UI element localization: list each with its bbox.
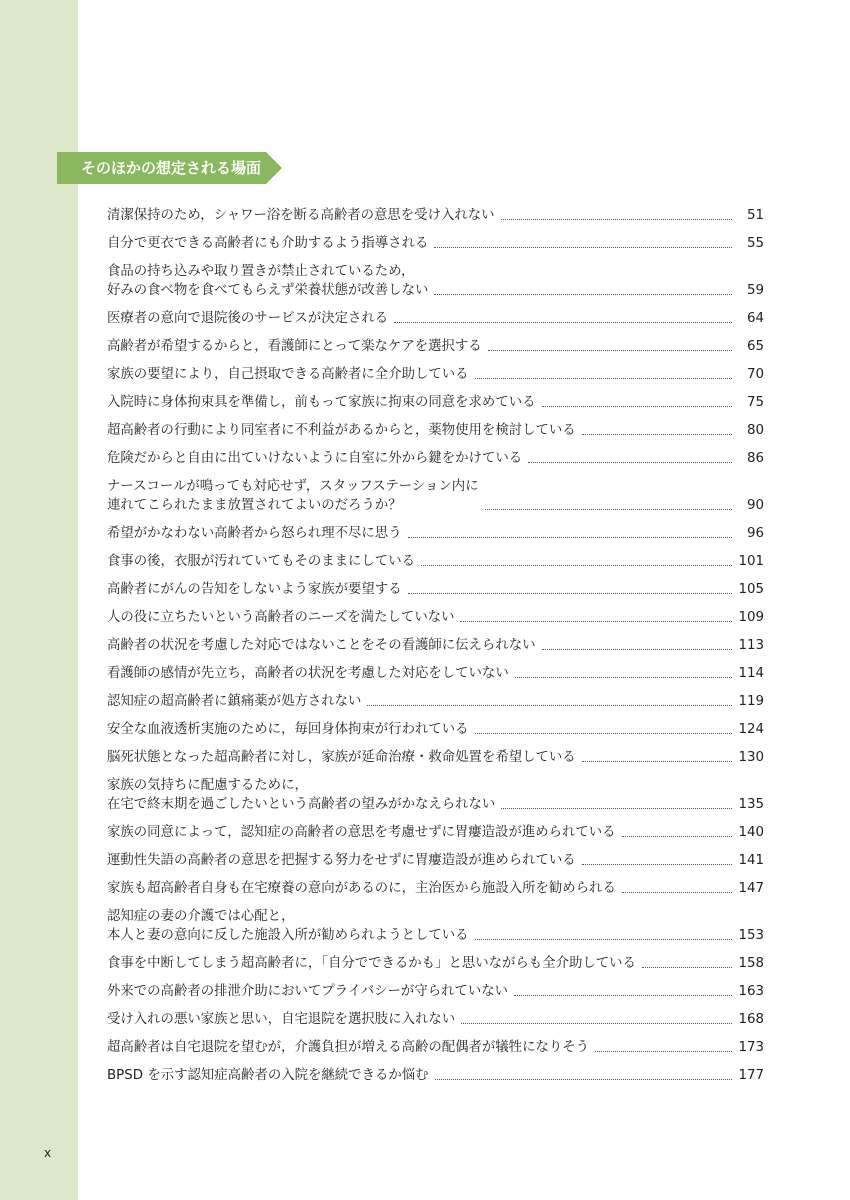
toc-entry-title (107, 580, 402, 599)
dot-leader (408, 593, 732, 594)
toc-entry-page: 141 (738, 853, 764, 868)
dot-leader (622, 892, 732, 893)
toc-entry-title (107, 234, 428, 253)
toc-entry[interactable] (107, 206, 764, 225)
toc-entry[interactable] (107, 664, 764, 683)
toc-entry-title-line: 家族の同意によって，認知症の高齢者の意思を考慮せずに胃瘻造設が進められている (107, 825, 616, 840)
dot-leader (501, 219, 732, 220)
toc-entry-title (107, 1066, 429, 1085)
dot-leader (622, 836, 732, 837)
toc-entry[interactable] (107, 365, 764, 384)
toc-entry-title-line: 本人と妻の意向に反した施設入所が勧められようとしている (107, 928, 469, 943)
section-header (57, 152, 282, 184)
toc-entry[interactable] (107, 552, 764, 571)
toc-entry-title (107, 206, 495, 225)
toc-entry-page: 173 (738, 1040, 764, 1055)
toc-entry-title (107, 365, 469, 384)
toc-entry-title-line: 在宅で終末期を過ごしたいという高齢者の望みがかなえられない (107, 797, 496, 812)
toc-entry[interactable] (107, 477, 764, 515)
dot-leader (408, 537, 732, 538)
toc-entry-page: 90 (746, 498, 764, 513)
dot-leader (475, 939, 732, 940)
toc-entry[interactable] (107, 524, 764, 543)
toc-list (107, 206, 764, 1094)
toc-entry-title (107, 449, 522, 468)
toc-entry-title (107, 1010, 455, 1029)
toc-entry-page: 70 (746, 367, 764, 382)
toc-entry[interactable] (107, 309, 764, 328)
toc-entry-title-line: 外来での高齢者の排泄介助においてプライバシーが守られていない (107, 984, 509, 999)
toc-entry[interactable] (107, 1038, 764, 1057)
toc-entry-title-line: 受け入れの悪い家族と思い，自宅退院を選択肢に入れない (107, 1012, 456, 1027)
toc-entry-title-line: 希望がかなわない高齢者から怒られ理不尽に思う (107, 526, 402, 541)
dot-leader (435, 1079, 732, 1080)
toc-entry-page: 109 (738, 610, 764, 625)
page-number: x (44, 1146, 52, 1160)
toc-entry-title (107, 309, 388, 328)
dot-leader (501, 808, 732, 809)
toc-entry[interactable] (107, 907, 764, 945)
toc-entry-title (107, 524, 402, 543)
toc-entry-title-line: 高齢者の状況を考慮した対応ではないことをその看護師に伝えられない (107, 638, 536, 653)
toc-entry-title-line: 脳死状態となった超高齢者に対し，家族が延命治療・救命処置を希望している (107, 750, 576, 765)
toc-entry-page: 59 (746, 283, 764, 298)
dot-leader (488, 350, 732, 351)
toc-entry-page: 140 (738, 825, 764, 840)
toc-entry-title-line: 自分で更衣できる高齢者にも介助するよう指導される (107, 236, 429, 251)
dot-leader (475, 378, 732, 379)
dot-leader (542, 406, 733, 407)
toc-entry-title-line: 超高齢者の行動により同室者に不利益があるからと，薬物使用を検討している (107, 423, 576, 438)
toc-entry-title-line: 高齢者にがんの告知をしないよう家族が要望する (107, 582, 402, 597)
toc-entry[interactable] (107, 748, 764, 767)
toc-entry-title-line: 食事の後，衣服が汚れていてもそのままにしている (107, 554, 415, 569)
toc-entry[interactable] (107, 879, 764, 898)
toc-entry[interactable] (107, 1066, 764, 1085)
toc-entry-title (107, 748, 576, 767)
toc-entry[interactable] (107, 580, 764, 599)
toc-entry-title (107, 421, 576, 440)
toc-entry-title-line: 認知症の超高齢者に鎮痛薬が処方されない (107, 694, 362, 709)
dot-leader (394, 322, 732, 323)
toc-entry-title (107, 337, 482, 356)
toc-entry-title (107, 776, 495, 814)
toc-entry-page: 147 (738, 881, 764, 896)
toc-entry-title-line: 人の役に立ちたいという高齢者のニーズを満たしていない (107, 610, 455, 625)
toc-entry-title (107, 720, 469, 739)
toc-entry-title (107, 823, 616, 842)
toc-entry-page: 114 (738, 666, 764, 681)
toc-entry-title (107, 477, 479, 515)
toc-entry-title (107, 692, 361, 711)
toc-entry-title-line: 看護師の感情が先立ち，高齢者の状況を考慮した対応をしていない (107, 666, 509, 681)
toc-entry-title-line: BPSD を示す認知症高齢者の入院を継続できるか悩む (107, 1068, 429, 1083)
toc-entry-title-line: 入院時に身体拘束具を準備し，前もって家族に拘束の同意を求めている (107, 395, 536, 410)
dot-leader (595, 1051, 732, 1052)
toc-entry-title-line: 清潔保持のため，シャワー浴を断る高齢者の意思を受け入れない (107, 208, 495, 223)
toc-entry-page: 105 (738, 582, 764, 597)
toc-entry-title-line: 危険だからと自由に出ていけないように自室に外から鍵をかけている (107, 451, 523, 466)
dot-leader (582, 864, 732, 865)
toc-entry-page: 168 (738, 1012, 764, 1027)
toc-entry-title (107, 907, 469, 945)
toc-entry[interactable] (107, 954, 764, 973)
toc-entry-title (107, 393, 536, 412)
toc-entry-page: 86 (746, 451, 764, 466)
toc-entry-page: 158 (738, 956, 764, 971)
toc-entry-title-line: 食事を中断してしまう超高齢者に，「自分でできるかも」と思いながらも全介助している (107, 956, 636, 971)
toc-entry-page: 124 (738, 722, 764, 737)
dot-leader (514, 995, 732, 996)
dot-leader (485, 509, 732, 510)
toc-entry[interactable] (107, 449, 764, 468)
toc-entry-title-line: 超高齢者は自宅退院を望むが，介護負担が増える高齢の配偶者が犠牲になりそう (107, 1040, 590, 1055)
toc-entry-page: 163 (738, 984, 764, 999)
toc-entry-title-line: 医療者の意向で退院後のサービスが決定される (107, 311, 389, 326)
toc-entry-page: 75 (746, 395, 764, 410)
toc-entry[interactable] (107, 393, 764, 412)
toc-entry-title (107, 608, 454, 627)
toc-entry-title (107, 851, 576, 870)
toc-entry[interactable] (107, 636, 764, 655)
toc-entry[interactable] (107, 234, 764, 253)
toc-entry[interactable] (107, 720, 764, 739)
toc-entry[interactable] (107, 421, 764, 440)
dot-leader (461, 1023, 732, 1024)
dot-leader (421, 565, 732, 566)
toc-entry-title-line: 食品の持ち込みや取り置きが禁止されているため， (107, 264, 415, 279)
toc-entry[interactable] (107, 851, 764, 870)
dot-leader (528, 462, 732, 463)
dot-leader (542, 649, 733, 650)
toc-entry[interactable] (107, 982, 764, 1001)
toc-entry[interactable] (107, 262, 764, 300)
toc-entry-page: 135 (738, 797, 764, 812)
toc-entry-page: 51 (746, 208, 764, 223)
toc-entry[interactable] (107, 823, 764, 842)
toc-entry-page: 64 (746, 311, 764, 326)
section-title: そのほかの想定される場面 (81, 159, 262, 177)
toc-entry-title-line: 家族の要望により，自己摂取できる高齢者に全介助している (107, 367, 469, 382)
toc-entry-title-line: 家族の気持ちに配慮するために， (107, 778, 308, 793)
toc-entry-title-line: 運動性失語の高齢者の意思を把握する努力をせずに胃瘻造設が進められている (107, 853, 576, 868)
toc-entry-title (107, 954, 636, 973)
toc-entry-page: 177 (738, 1068, 764, 1083)
toc-entry[interactable] (107, 1010, 764, 1029)
toc-entry-page: 153 (738, 928, 764, 943)
dot-leader (460, 621, 732, 622)
toc-entry-page: 119 (738, 694, 764, 709)
dot-leader (434, 247, 732, 248)
toc-entry-title (107, 982, 508, 1001)
toc-entry-title (107, 636, 536, 655)
toc-entry[interactable] (107, 337, 764, 356)
toc-entry-title-line: 高齢者が希望するからと，看護師にとって楽なケアを選択する (107, 339, 482, 354)
toc-entry-page: 96 (746, 526, 764, 541)
toc-entry-title-line: 家族も超高齢者自身も在宅療養の意向があるのに，主治医から施設入所を勧められる (107, 881, 616, 896)
toc-entry-title (107, 552, 415, 571)
toc-entry[interactable] (107, 692, 764, 711)
dot-leader (582, 434, 732, 435)
toc-entry-title-line: 安全な血液透析実施のために，毎回身体拘束が行われている (107, 722, 469, 737)
dot-leader (515, 677, 732, 678)
toc-entry-page: 80 (746, 423, 764, 438)
toc-entry[interactable] (107, 776, 764, 814)
toc-entry-title-line: 好みの食べ物を食べてもらえず栄養状態が改善しない (107, 283, 429, 298)
dot-leader (642, 967, 732, 968)
toc-entry-page: 65 (746, 339, 764, 354)
toc-entry-page: 130 (738, 750, 764, 765)
toc-entry-title (107, 1038, 589, 1057)
dot-leader (582, 761, 732, 762)
toc-entry-page: 113 (738, 638, 764, 653)
toc-entry-title-line: ナースコールが鳴っても対応せず，スタッフステーション内に (107, 479, 479, 494)
toc-entry-title-line: 認知症の妻の介護では心配と， (107, 909, 295, 924)
dot-leader (434, 294, 732, 295)
toc-entry[interactable] (107, 608, 764, 627)
toc-entry-title (107, 262, 428, 300)
toc-entry-page: 55 (746, 236, 764, 251)
toc-entry-title (107, 664, 509, 683)
dot-leader (475, 733, 732, 734)
toc-entry-title (107, 879, 616, 898)
toc-entry-title-line: 連れてこられたまま放置されてよいのだろうか？ (107, 498, 402, 513)
dot-leader (367, 705, 732, 706)
toc-entry-page: 101 (738, 554, 764, 569)
